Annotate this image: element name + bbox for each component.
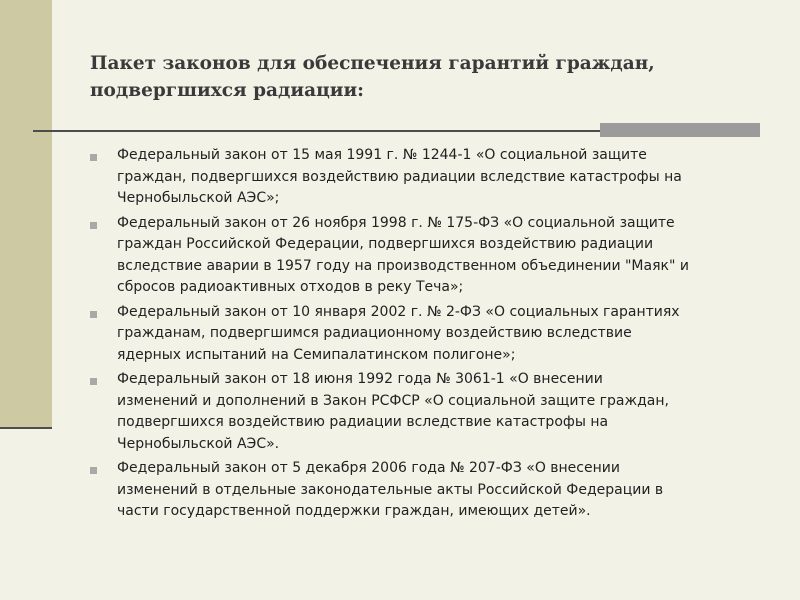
left-accent-underline — [0, 427, 52, 429]
law-item-3 — [90, 302, 770, 367]
law-text-line: Федеральный закон от 18 июня 1992 года № 3061-1 «О внесении — [117, 371, 603, 387]
law-text-line: граждан Российской Федерации, подвергшихся воздействию радиации — [117, 236, 654, 252]
slide-title-line-1: Пакет законов для обеспечения гарантий граждан, — [90, 53, 655, 74]
law-item-4 — [90, 369, 770, 455]
law-text-line: Чернобыльской АЭС»; — [117, 190, 280, 206]
square-bullet-icon — [90, 311, 97, 318]
law-item-2 — [90, 213, 770, 299]
slide-title-line-2: подвергшихся радиации: — [90, 80, 365, 101]
law-text-line: подвергшихся воздействию радиации вследствие катастрофы на — [117, 414, 609, 430]
law-text-line: Федеральный закон от 15 мая 1991 г. № 1244-1 «О социальной защите — [117, 147, 647, 163]
law-text-line: изменений в отдельные законодательные акты Российской Федерации в — [117, 481, 664, 498]
law-text-line: граждан, подвергшихся воздействию радиации вследствие катастрофы на — [117, 168, 682, 185]
law-text-line: Федеральный закон от 10 января 2002 г. № 2-ФЗ «О социальных гарантиях — [117, 303, 680, 320]
law-item-1 — [90, 145, 770, 210]
law-text-line: Федеральный закон от 5 декабря 2006 года № 207-ФЗ «О внесении — [117, 460, 620, 476]
law-text-line: вследствие аварии в 1957 году на производственном объединении "Маяк" и — [117, 257, 689, 274]
square-bullet-icon — [90, 154, 97, 161]
divider-accent-block — [600, 123, 760, 137]
law-text-line: сбросов радиоактивных отходов в реку Теча»; — [117, 279, 464, 295]
left-accent-bar — [0, 0, 52, 427]
law-text-line: Федеральный закон от 26 ноября 1998 г. № 175-ФЗ «О социальной защите — [117, 214, 675, 231]
law-item-5 — [90, 458, 770, 523]
law-text-line: гражданам, подвергшимся радиационному воздействию вследствие — [117, 325, 632, 341]
square-bullet-icon — [90, 467, 97, 474]
law-text-line: ядерных испытаний на Семипалатинском полигоне»; — [117, 346, 516, 363]
law-text-line: изменений и дополнений в Закон РСФСР «О социальной защите граждан, — [117, 392, 669, 409]
square-bullet-icon — [90, 378, 97, 385]
slide-title — [90, 50, 770, 104]
law-text-line: части государственной поддержки граждан, имеющих детей». — [117, 503, 591, 519]
law-list — [90, 145, 770, 526]
square-bullet-icon — [90, 222, 97, 229]
law-text-line: Чернобыльской АЭС». — [117, 435, 280, 452]
